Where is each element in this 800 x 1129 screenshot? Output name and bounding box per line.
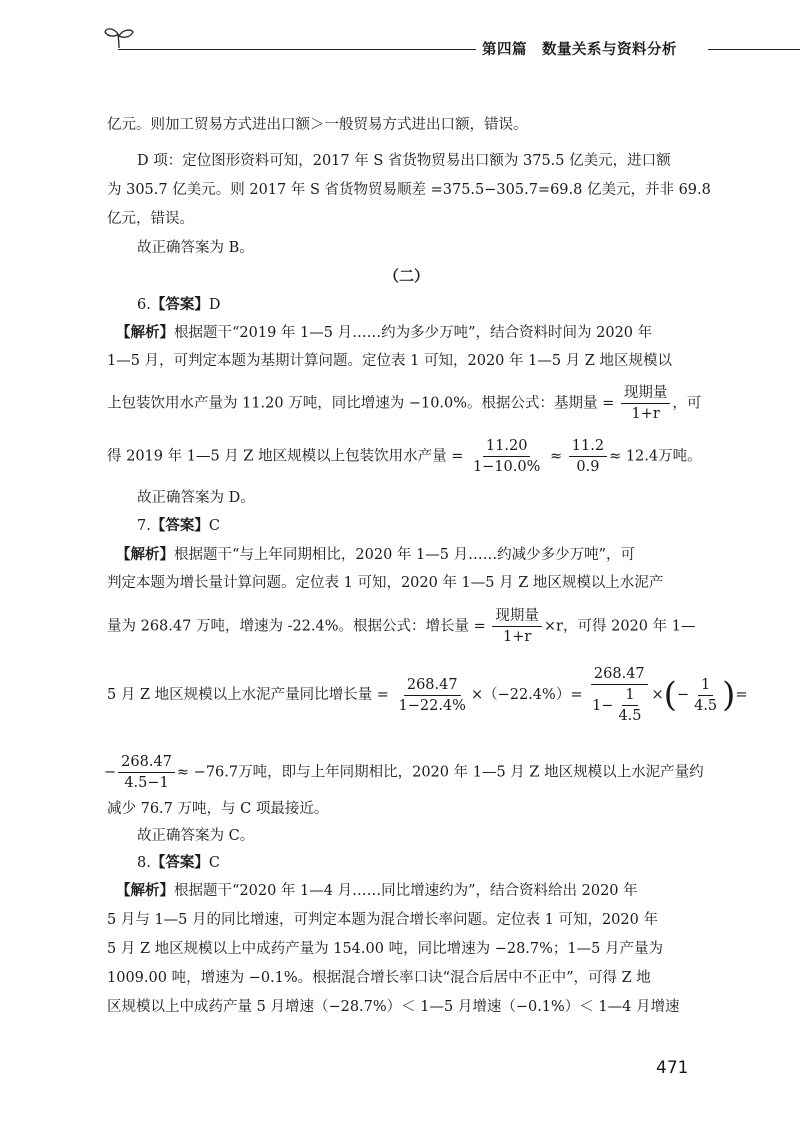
fraction-numerator: 1 — [622, 685, 637, 706]
answer-value: C — [208, 855, 220, 871]
answer-line — [137, 516, 220, 536]
text-span: 量为 268.47 万吨，增速为 -22.4%。根据公式：增长量 = — [107, 618, 486, 635]
text-span: 得 2019 年 1—5 月 Z 地区规模以上包装饮用水产量 = — [107, 448, 464, 465]
text-span: 1− — [592, 697, 614, 714]
fraction — [118, 752, 175, 793]
text-line: D 项：定位图形资料可知，2017 年 S 省货物贸易出口额为 375.5 亿美元，进口额 — [137, 153, 671, 169]
section-heading: （二） — [384, 267, 430, 285]
text-span: ≈ 12.4万吨。 — [609, 448, 702, 465]
text-line: 判定本题为增长量计算问题。定位表 1 可知，2020 年 1—5 月 Z 地区规模以上水泥产 — [107, 575, 664, 591]
fraction-denominator: 4.5 — [618, 708, 642, 724]
text-span: 5 月 Z 地区规模以上水泥产量同比增长量 = — [107, 687, 389, 703]
formula-line: 得 2019 年 1—5 月 Z 地区规模以上包装饮用水产量 = $\frac{11.20}{1-10.0\%}$ ≈ $\frac{11.2}{0.9}$ ≈ 12.4万吨。 — [107, 438, 702, 475]
text-span: 根据题干“与上年同期相比，2020 年 1—5 月……约减少多少万吨”，可 — [174, 547, 636, 563]
text-span: 根据题干“2020 年 1—4 月……同比增速约为”，结合资料给出 2020 年 — [174, 883, 638, 899]
text-span: ≈ −76.7万吨，即与上年同期相比，2020 年 1—5 月 Z 地区规模以上水泥产量约 — [176, 764, 704, 781]
fraction — [569, 436, 607, 477]
text-span: ×r，可得 2020 年 1— — [543, 618, 696, 635]
text-line: 亿元，错误。 — [107, 211, 194, 227]
text-span: 根据题干“2019 年 1—5 月……约为多少万吨”，结合资料时间为 2020 年 — [174, 325, 653, 341]
fraction-denominator: 1+r — [631, 406, 660, 422]
text-line: 故正确答案为 C。 — [137, 828, 255, 844]
text-span: = — [735, 687, 748, 703]
fraction — [615, 685, 644, 726]
text-line: 1—5 月，可判定本题为基期计算问题。定位表 1 可知，2020 年 1—5 月 Z 地区规模以 — [107, 353, 672, 369]
fraction — [396, 675, 469, 716]
fraction-numerator: 11.2 — [569, 436, 607, 457]
text-span: ×（−22.4%）= — [470, 687, 583, 703]
text-span: ，可 — [672, 395, 702, 412]
fraction-denominator: 1+r — [503, 629, 532, 645]
answer-label: 【答案】 — [150, 297, 209, 313]
text-span: × — [651, 687, 664, 703]
answer-value: D — [208, 297, 221, 313]
text-line: 5 月 Z 地区规模以上中成药产量为 154.00 吨，同比增速为 −28.7%；1—5 月产量为 — [107, 941, 663, 957]
fraction-denominator: 1−10.0% — [472, 459, 541, 475]
text-line: 5 月与 1—5 月的同比增速，可判定本题为混合增长率问题。定位表 1 可知，2020 年 — [107, 912, 658, 928]
answer-label: 【答案】 — [150, 518, 209, 534]
fraction-denominator — [589, 685, 649, 726]
fraction — [691, 675, 720, 716]
text-line: 1009.00 吨，增速为 −0.1%。根据混合增长率口诀“混合后居中不正中”，可得 Z 地 — [107, 970, 651, 986]
header-rule-right — [708, 49, 800, 50]
text-span: − — [104, 764, 117, 781]
question-number: 8. — [137, 855, 151, 871]
answer-line — [137, 853, 220, 873]
sprout-logo-icon — [103, 24, 137, 50]
text-line: 为 305.7 亿美元。则 2017 年 S 省货物贸易顺差 =375.5−305.7=69.8 亿美元，并非 69.8 — [107, 182, 711, 198]
fraction-denominator: 4.5 — [694, 697, 718, 714]
fraction — [589, 664, 649, 726]
fraction-numerator: 1 — [698, 675, 713, 696]
answer-label: 【答案】 — [150, 855, 209, 871]
fraction-denominator: 4.5−1 — [124, 775, 169, 791]
text-line: 亿元。则加工贸易方式进出口额＞一般贸易方式进出口额，错误。 — [107, 117, 528, 133]
answer-value: C — [208, 518, 220, 534]
formula-line — [107, 383, 701, 424]
fraction-numerator: 11.20 — [483, 436, 531, 457]
formula-line — [104, 752, 704, 793]
header-rule-left — [118, 49, 476, 50]
fraction — [470, 436, 543, 477]
formula-line — [107, 606, 695, 647]
fraction-numerator: 268.47 — [591, 664, 648, 685]
fraction-denominator: 0.9 — [576, 459, 600, 475]
analysis-line — [116, 323, 652, 343]
fraction-numerator: 现期量 — [492, 606, 542, 627]
analysis-label: 【解析】 — [116, 325, 174, 341]
text-line: 区规模以上中成药产量 5 月增速（−28.7%）＜ 1—5 月增速（−0.1%）＜ 1—4 月增速 — [107, 999, 680, 1015]
analysis-label: 【解析】 — [116, 547, 174, 563]
analysis-label: 【解析】 — [116, 883, 174, 899]
fraction-numerator: 268.47 — [118, 752, 175, 773]
header-title: 第四篇 数量关系与资料分析 — [482, 42, 677, 58]
fraction — [492, 606, 542, 647]
answer-line — [137, 295, 220, 315]
text-line: 减少 76.7 万吨，与 C 项最接近。 — [107, 801, 329, 817]
text-line: 故正确答案为 D。 — [137, 490, 255, 506]
analysis-line — [116, 881, 638, 901]
formula-line: 5 月 Z 地区规模以上水泥产量同比增长量 = $\frac{268.47}{1-22.4\%}$ ×（−22.4%）= 268.47 1− $\frac{1}{4.5}$ ×(− $\frac{1}{4.5}$ )= — [107, 666, 748, 724]
text-span: 上包装饮用水产量为 11.20 万吨，同比增速为 −10.0%。根据公式：基期量 = — [107, 395, 615, 412]
page-number: 471 — [656, 1058, 689, 1078]
fraction-numerator: 268.47 — [404, 675, 461, 696]
fraction — [621, 383, 671, 424]
question-number: 7. — [137, 518, 151, 534]
analysis-line — [116, 545, 635, 565]
question-number: 6. — [137, 297, 151, 313]
fraction-numerator: 现期量 — [621, 383, 671, 404]
fraction-denominator: 1−22.4% — [398, 697, 466, 714]
text-line: 故正确答案为 B。 — [137, 240, 254, 256]
